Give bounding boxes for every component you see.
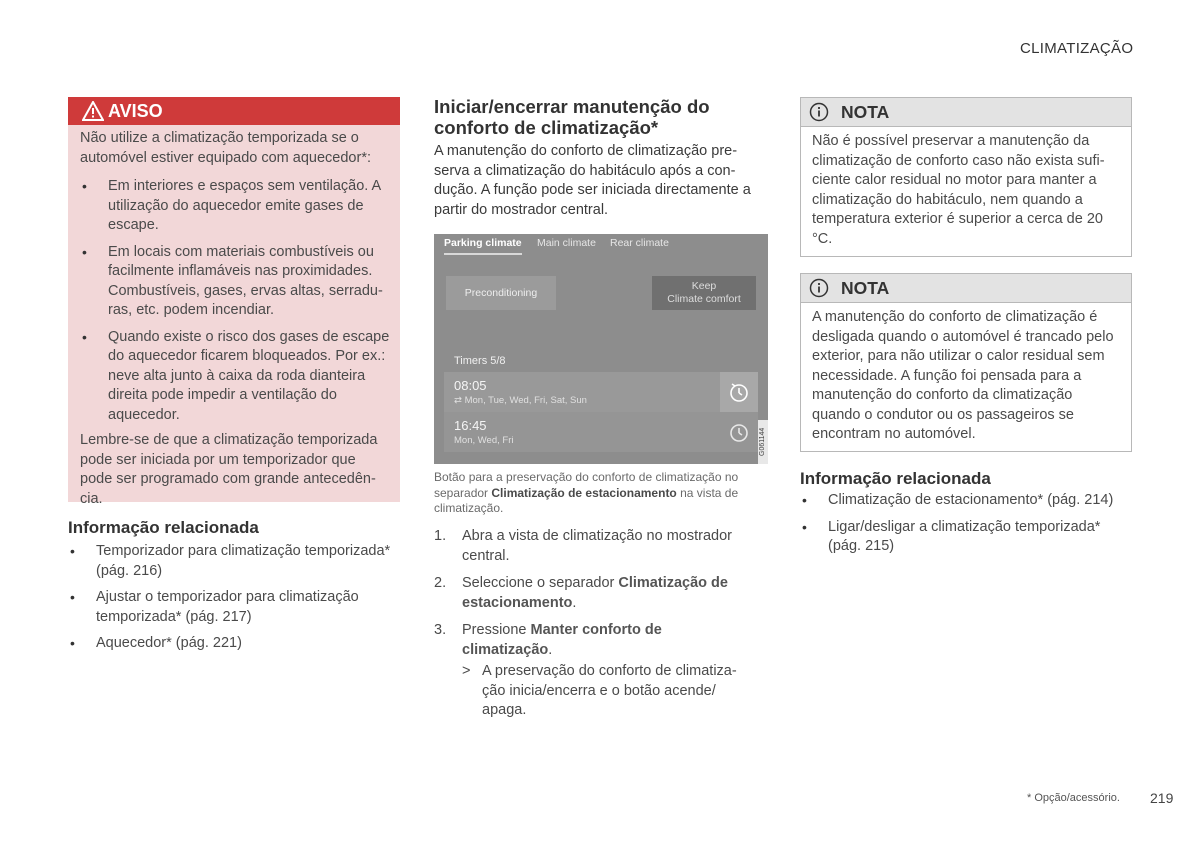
related-link[interactable]: • Temporizador para climatização temporizada* (pág. 216) <box>68 542 400 581</box>
warning-bullet: • Em locais com materiais combustíveis ou facilmente inflamáveis nas proximidades. Combustíveis, gases, ervas altas, serraduras, etc. podem incendiar. <box>80 243 390 321</box>
warning-bullet: • Quando existe o risco dos gases de escape do aquecedor ficarem bloqueados. Por ex.: neve alta junto à caixa da roda dianteira direita pode impedir a ventilação do aquecedor. <box>80 328 390 426</box>
timer-clock-icon <box>720 412 758 452</box>
step-item <box>434 621 754 660</box>
related-link[interactable]: • Climatização de estacionamento* (pág. 214) <box>800 491 1132 511</box>
note-text: Não é possível preservar a manutenção da climatização de conforto caso não exista suficiente calor residual no motor para manter a climatização do habitáculo, nem quando a temperatura exterior é superior a cerca de 20 °C. <box>812 133 1105 247</box>
note-text: A manutenção do conforto de climatização é desligada quando o automóvel é trancado pelo exterior, para não utilizar o calor residual sem necessidade. A função foi pensada para a manutenção do conforto da climatização quando o condutor ou os passageiros se encontram no automóvel. <box>812 309 1114 442</box>
note-box <box>800 97 1132 257</box>
timers-label: Timers 5/8 <box>454 355 506 367</box>
step-end: . <box>572 594 577 611</box>
note-title: NOTA <box>841 102 890 122</box>
warning-box <box>68 97 400 507</box>
figure-caption <box>434 470 768 517</box>
caption-text-end: na vista de climatização. <box>434 485 739 515</box>
right-related-info <box>800 469 1132 557</box>
active-tab-underline <box>444 253 522 255</box>
result-arrow-icon: > <box>462 663 471 679</box>
note-header <box>801 274 1131 303</box>
related-info-title: Informação relacionada <box>800 469 991 488</box>
procedure-steps <box>434 527 754 721</box>
tab-parking-climate: Parking climate <box>444 237 522 249</box>
note-title: NOTA <box>841 278 890 298</box>
climate-comfort-label: Climate comfort <box>667 293 741 305</box>
timer-days: Mon, Wed, Fri <box>454 435 514 446</box>
step-item <box>434 574 754 613</box>
step-number: 3. <box>434 622 447 638</box>
warning-header <box>68 97 400 125</box>
step-number: 1. <box>434 528 447 544</box>
timer-time: 08:05 <box>454 378 487 393</box>
section-heading: Iniciar/encerrar manutenção do conforto de climatização* <box>434 96 710 138</box>
climate-tabs <box>434 234 768 258</box>
related-link[interactable]: • Ligar/desligar a climatização temporizada* (pág. 215) <box>800 518 1132 557</box>
related-link[interactable]: • Aquecedor* (pág. 221) <box>68 634 400 654</box>
step-bold: Climatização de estacionamento <box>462 575 728 611</box>
warning-body <box>80 129 390 509</box>
footnote: * Opção/acessório. <box>1027 792 1120 804</box>
step-number: 2. <box>434 575 447 591</box>
step-end: . <box>548 641 553 658</box>
page-number: 219 <box>1150 790 1174 806</box>
step-text: Pressione <box>462 622 531 638</box>
preconditioning-button: Preconditioning <box>446 276 556 310</box>
warning-triangle-icon <box>82 101 104 121</box>
info-icon <box>809 278 829 298</box>
section-title: CLIMATIZAÇÃO <box>1020 40 1134 57</box>
timer-time: 16:45 <box>454 418 487 433</box>
caption-text: Botão para a preservação do conforto de climatização no separador <box>434 470 739 500</box>
timer-row <box>444 412 758 452</box>
keep-label: Keep <box>691 280 717 292</box>
step-result <box>434 662 754 721</box>
step-text: Seleccione o separador <box>462 575 619 591</box>
step-text: Abra a vista de climatização no mostrador central. <box>462 528 732 564</box>
note-box <box>800 273 1132 452</box>
warning-title: AVISO <box>108 101 163 121</box>
timer-clock-icon <box>720 372 758 412</box>
result-text: A preservação do conforto de climatização inicia/encerra e o botão acende/ apaga. <box>482 663 737 718</box>
related-link[interactable]: • Ajustar o temporizador para climatização temporizada* (pág. 217) <box>68 588 400 627</box>
caption-bold: Climatização de estacionamento <box>491 485 677 500</box>
warning-intro: Não utilize a climatização temporizada se o automóvel estiver equipado com aquecedor*: <box>80 130 371 166</box>
tab-rear-climate: Rear climate <box>610 237 669 249</box>
tab-main-climate: Main climate <box>537 237 596 249</box>
left-related-info <box>68 518 400 654</box>
warning-bullet: • Em interiores e espaços sem ventilação. A utilização do aquecedor emite gases de escape. <box>80 177 390 236</box>
timer-row <box>444 372 758 412</box>
note-header <box>801 98 1131 127</box>
image-reference-code: G061144 <box>758 420 768 464</box>
timer-days: ⇄ Mon, Tue, Wed, Fri, Sat, Sun <box>454 395 587 406</box>
related-info-title: Informação relacionada <box>68 518 259 537</box>
keep-climate-comfort-button <box>652 276 756 310</box>
intro-paragraph: A manutenção do conforto de climatização preserva a climatização do habitáculo após a condução. A função pode ser iniciada directamente a partir do mostrador central. <box>434 143 751 218</box>
step-bold: Manter conforto de climatização <box>462 622 662 658</box>
warning-outro: Lembre-se de que a climatização temporizada pode ser iniciada por um temporizador que pode ser programado com grande antecedência. <box>80 432 378 507</box>
climate-screen-illustration <box>434 234 768 464</box>
info-icon <box>809 102 829 122</box>
step-item <box>434 527 754 566</box>
